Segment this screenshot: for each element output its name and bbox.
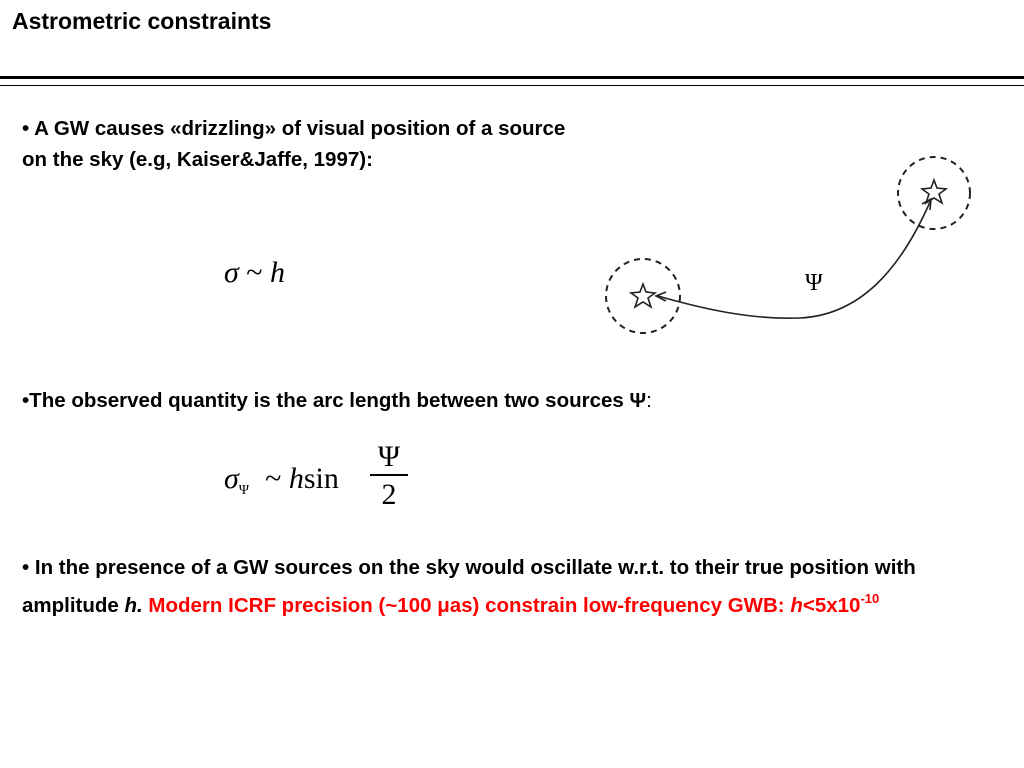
eq1-tilde: ~ <box>246 256 263 289</box>
arc-path <box>658 202 930 318</box>
bullet-arc-length <box>22 385 1002 416</box>
source-circle-left <box>606 259 680 333</box>
title-rule-thick <box>0 76 1024 79</box>
eq2-h: h <box>288 462 304 495</box>
equation-sigma-h <box>224 256 285 290</box>
eq2-numerator: Ψ <box>377 440 401 473</box>
eq2-sin: sin <box>303 462 339 495</box>
eq2-fraction <box>372 440 406 514</box>
source-circle-right <box>898 157 970 229</box>
bullet2-colon: : <box>646 389 652 412</box>
eq2-denominator: 2 <box>381 477 397 511</box>
arc-diagram <box>600 150 980 340</box>
bullet2-text: •The observed quantity is the arc length between two sources Ψ <box>22 389 647 412</box>
eq2-tilde: ~ <box>265 462 282 495</box>
eq1-h: h <box>270 256 286 289</box>
bullet3-red-h: h <box>790 594 803 617</box>
bullet3-h: h. <box>124 594 143 617</box>
star-right-icon <box>922 180 946 203</box>
psi-label: Ψ <box>805 270 823 296</box>
bullet3-red-text: Modern ICRF precision (~100 μas) constrain low-frequency GWB: <box>142 594 791 617</box>
star-left-icon <box>631 284 655 307</box>
eq1-sigma: σ <box>224 256 239 289</box>
bullet-drizzling: • A GW causes «drizzling» of visual position of a source on the sky (e.g, Kaiser&Jaffe, 1997): <box>22 117 566 171</box>
bullet3-red-exp: -10 <box>860 591 880 606</box>
bullet3-text: • In the presence of a GW sources on the sky would oscillate w.r.t. to their true position with amplitude <box>22 556 916 617</box>
eq2-sub: Ψ <box>238 483 250 498</box>
title-rule-thin <box>0 85 1024 86</box>
page-title: Astrometric constraints <box>12 8 272 34</box>
bullet3-red-value: <5x10 <box>802 594 861 617</box>
eq2-sigma: σ <box>224 462 239 495</box>
bullet-amplitude <box>22 552 1002 621</box>
